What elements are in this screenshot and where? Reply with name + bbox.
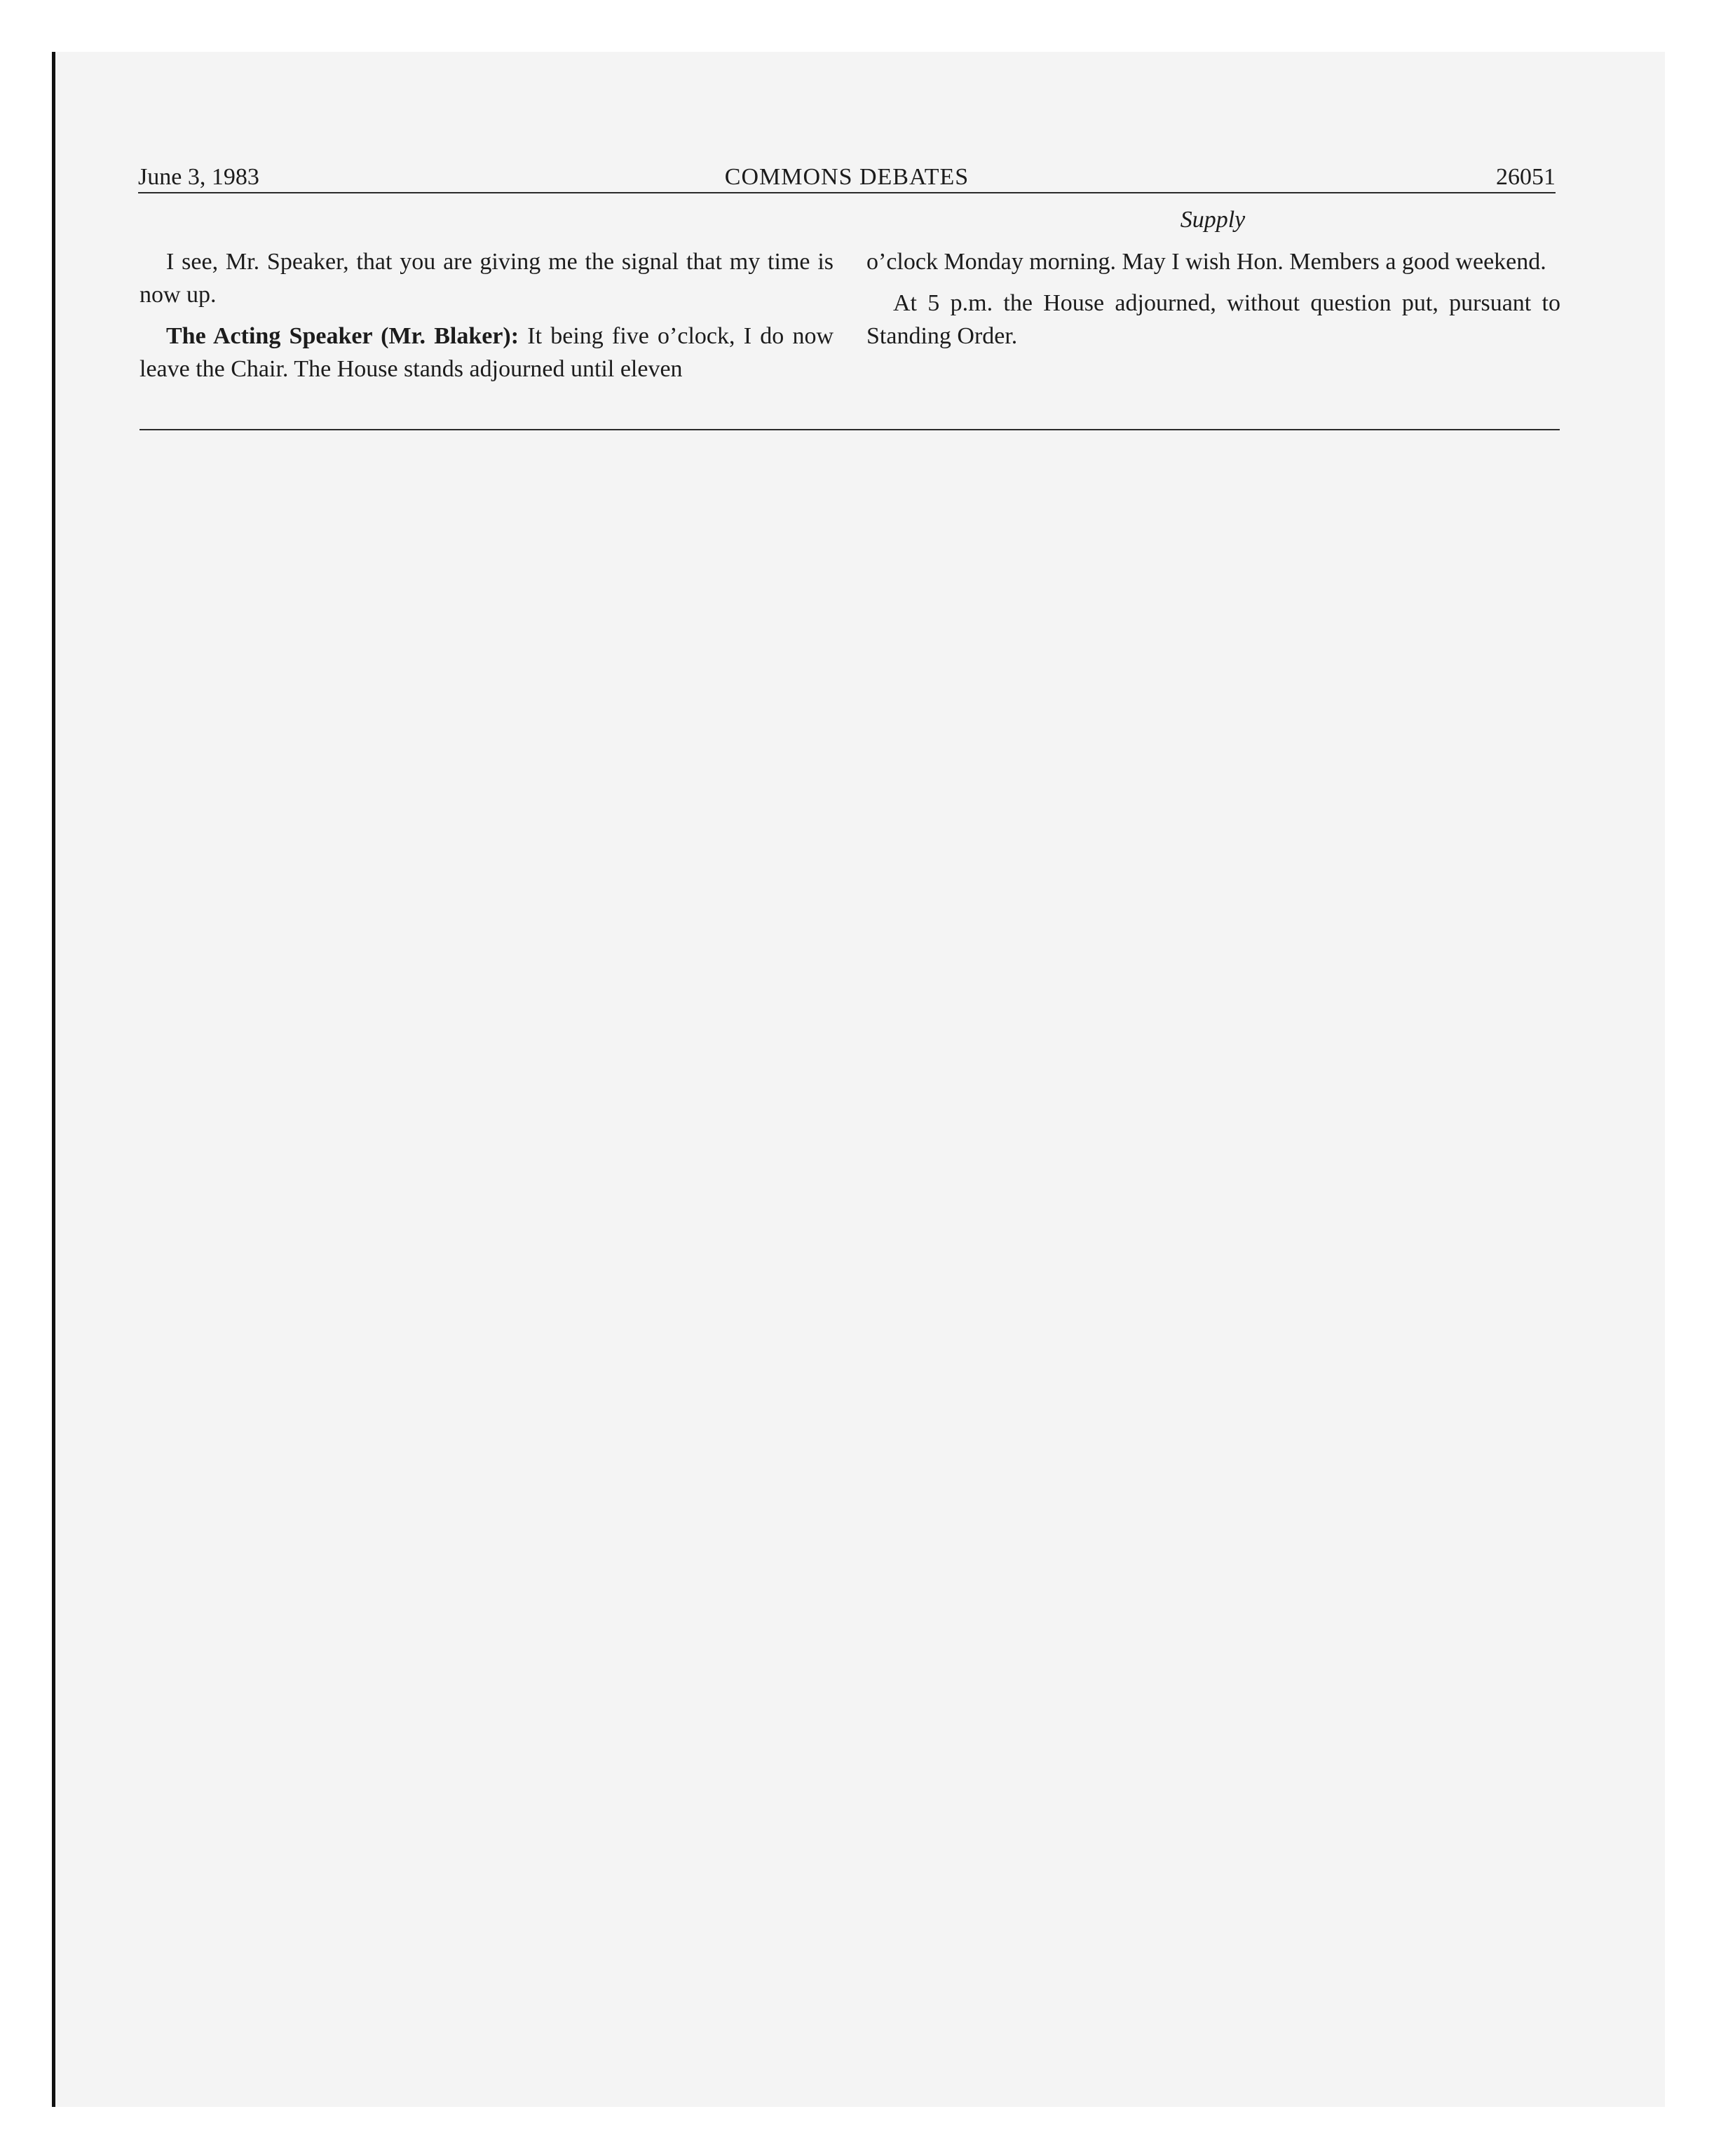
header-title: COMMONS DEBATES bbox=[724, 164, 969, 190]
left-column bbox=[140, 245, 834, 394]
right-column bbox=[866, 245, 1560, 361]
end-rule bbox=[140, 429, 1560, 430]
paragraph bbox=[140, 320, 834, 386]
speaker-name: The Acting Speaker (Mr. Blaker): bbox=[166, 323, 519, 349]
paragraph-continued: o’clock Monday morning. May I wish Hon. Members a good weekend. bbox=[866, 249, 1546, 275]
header-page-number: 26051 bbox=[1496, 164, 1556, 190]
paragraph: I see, Mr. Speaker, that you are giving me the signal that my time is now up. bbox=[140, 249, 834, 308]
page-header bbox=[138, 156, 1556, 193]
paragraph-text: It being five o’clock, I do now leave the Chair. The House stands adjourned until eleven bbox=[140, 323, 834, 382]
paragraph: At 5 p.m. the House adjourned, without question put, pursuant to Standing Order. bbox=[866, 290, 1560, 349]
section-title: Supply bbox=[1180, 207, 1246, 233]
header-date: June 3, 1983 bbox=[138, 164, 259, 190]
